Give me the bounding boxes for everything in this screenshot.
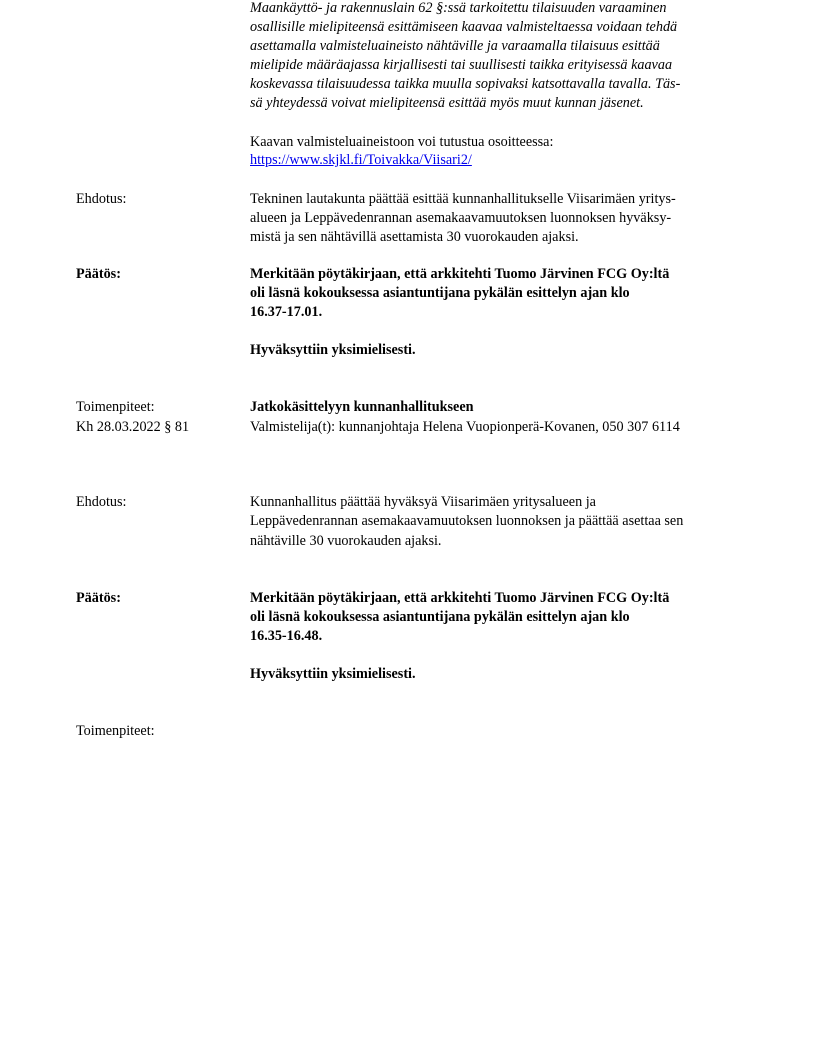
tech-proposal-line-2: alueen ja Leppävedenrannan asemakaavamuutoksen luonnoksen hyväksy-: [250, 210, 672, 226]
kh-proposal-line-2: Leppävedenrannan asemakaavamuutoksen luonnoksen ja päättää asettaa sen: [250, 513, 684, 529]
kh-proposal-line-3: nähtäville 30 vuorokauden ajaksi.: [250, 533, 442, 549]
materials-link-row: [250, 151, 472, 170]
tech-decision-line-3: 16.37-17.01.: [250, 304, 323, 320]
kh-approved: Hyväksyttiin yksimielisesti.: [250, 666, 416, 682]
tech-actions-label: Toimenpiteet:: [76, 399, 155, 415]
kh-reference: Kh 28.03.2022 § 81: [76, 419, 190, 435]
kh-actions-label: Toimenpiteet:: [76, 723, 155, 739]
materials-text: Kaavan valmisteluaineistoon voi tutustua osoitteessa:: [250, 134, 554, 150]
kh-proposal-line-1: Kunnanhallitus päättää hyväksyä Viisarimäen yritysalueen ja: [250, 494, 596, 510]
tech-decision-label: Päätös:: [76, 266, 121, 282]
tech-proposal-line-1: Tekninen lautakunta päättää esittää kunnanhallitukselle Viisarimäen yritys-: [250, 191, 676, 207]
tech-proposal-label: Ehdotus:: [76, 191, 127, 207]
intro-line-4: mielipide määräajassa kirjallisesti tai suullisesti taikka erityisessä kaavaa: [250, 57, 673, 73]
kh-proposal-label: Ehdotus:: [76, 494, 127, 510]
intro-line-5: koskevassa tilaisuudessa taikka muulla sopivaksi katsottavalla tavalla. Täs-: [250, 76, 681, 92]
tech-actions-value: Jatkokäsittelyyn kunnanhallitukseen: [250, 399, 474, 415]
kh-decision-line-2: oli läsnä kokouksessa asiantuntijana pykälän esittelyn ajan klo: [250, 609, 630, 625]
intro-line-2: osallisille mielipiteensä esittämiseen kaavaa valmisteltaessa voidaan tehdä: [250, 19, 678, 35]
kh-decision-label: Päätös:: [76, 590, 121, 606]
intro-line-6: sä yhteydessä voivat mielipiteensä esittää myös muut kunnan jäsenet.: [250, 95, 644, 111]
tech-approved: Hyväksyttiin yksimielisesti.: [250, 342, 416, 358]
tech-decision-line-2: oli läsnä kokouksessa asiantuntijana pykälän esittelyn ajan klo: [250, 285, 630, 301]
kh-decision-line-1: Merkitään pöytäkirjaan, että arkkitehti Tuomo Järvinen FCG Oy:ltä: [250, 590, 670, 606]
materials-link[interactable]: https://www.skjkl.fi/Toivakka/Viisari2/: [250, 152, 472, 168]
intro-line-3: asettamalla valmisteluaineisto nähtäville ja varaamalla tilaisuus esittää: [250, 38, 660, 54]
tech-decision-line-1: Merkitään pöytäkirjaan, että arkkitehti Tuomo Järvinen FCG Oy:ltä: [250, 266, 670, 282]
intro-line-1: Maankäyttö- ja rakennuslain 62 §:ssä tarkoitettu tilaisuuden varaaminen: [250, 0, 667, 16]
tech-proposal-line-3: mistä ja sen nähtävillä asettamista 30 vuorokauden ajaksi.: [250, 229, 579, 245]
kh-decision-line-3: 16.35-16.48.: [250, 628, 323, 644]
kh-preparer: Valmistelija(t): kunnanjohtaja Helena Vuopionperä-Kovanen, 050 307 6114: [250, 419, 680, 435]
